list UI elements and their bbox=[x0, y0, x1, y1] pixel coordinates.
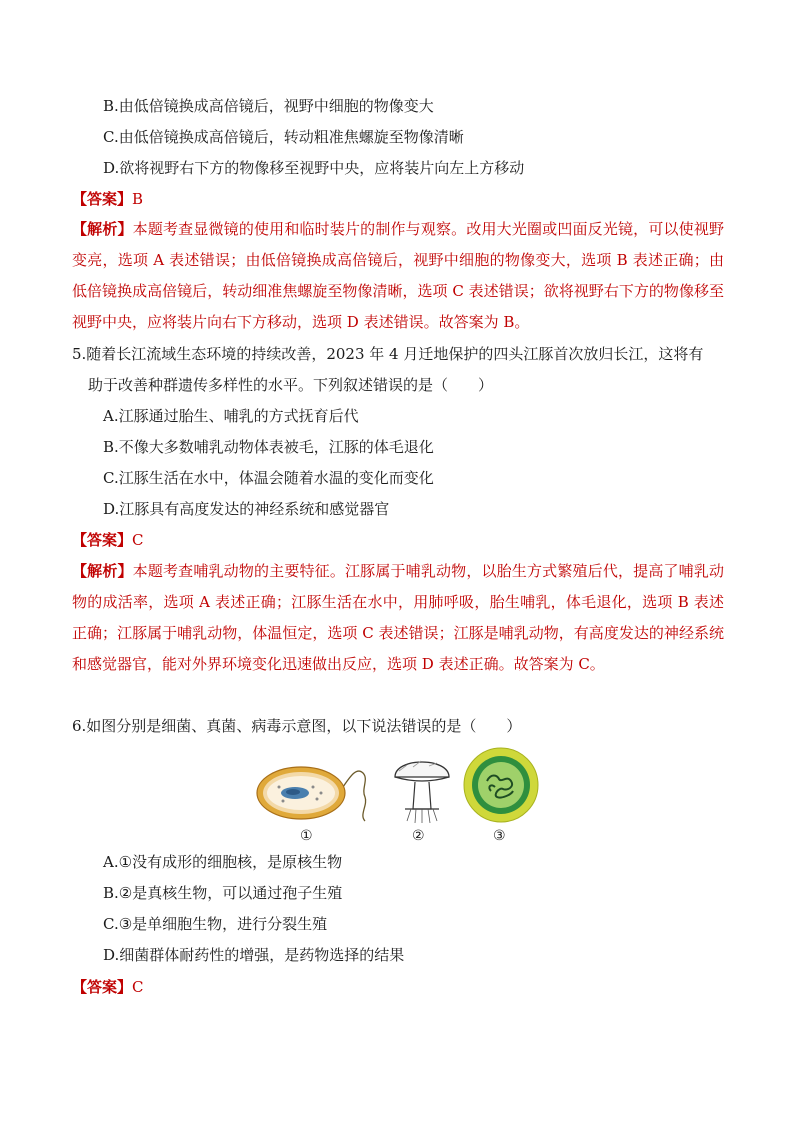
virus-image bbox=[461, 745, 541, 825]
microbe-figure bbox=[255, 745, 545, 850]
q6-option-b bbox=[103, 883, 342, 903]
answer-tag: 【答案】 bbox=[72, 531, 133, 549]
analysis-tag: 【解析】 bbox=[72, 562, 133, 580]
option-number: ① bbox=[118, 853, 133, 871]
q5-option-b: B.不像大多数哺乳动物体表被毛，江豚的体毛退化 bbox=[103, 438, 434, 456]
figure-label-3: ③ bbox=[493, 828, 506, 844]
q4-option-d: D.欲将视野右下方的物像移至视野中央，应将装片向左上方移动 bbox=[103, 159, 525, 177]
option-prefix: A. bbox=[103, 853, 119, 871]
q5-analysis bbox=[72, 556, 724, 680]
q6-stem: 6.如图分别是细菌、真菌、病毒示意图，以下说法错误的是（ ） bbox=[72, 717, 522, 735]
option-prefix: B. bbox=[103, 884, 119, 902]
option-number: ② bbox=[118, 884, 133, 902]
option-text: 没有成形的细胞核，是原核生物 bbox=[132, 853, 343, 871]
answer-value: B bbox=[132, 190, 144, 208]
q5-option-c: C.江豚生活在水中，体温会随着水温的变化而变化 bbox=[103, 469, 434, 487]
q5-answer bbox=[72, 530, 144, 550]
analysis-text: 本题考查哺乳动物的主要特征。江豚属于哺乳动物，以胎生方式繁殖后代，提高了哺乳动物的成活率，选项 A 表述正确；江豚生活在水中，用肺呼吸，胎生哺乳，体毛退化，选项 B 表述正确；江豚属于哺乳动物，体温恒定，选项 C 表述错误；江豚是哺乳动物，有高度发达的神经系统和感觉器官，能对外界环境变化迅速做出反应，选项 D 表述正确。故答案为 C。 bbox=[72, 562, 724, 673]
q6-option-a bbox=[103, 852, 342, 872]
q5-option-d: D.江豚具有高度发达的神经系统和感觉器官 bbox=[103, 500, 390, 518]
answer-tag: 【答案】 bbox=[72, 190, 133, 208]
q4-analysis bbox=[72, 214, 724, 338]
q4-answer bbox=[72, 189, 143, 209]
q6-option-c bbox=[103, 914, 327, 934]
option-text: 是单细胞生物，进行分裂生殖 bbox=[132, 915, 328, 933]
q6-answer bbox=[72, 977, 144, 997]
mushroom-image bbox=[391, 749, 453, 825]
q5-option-a: A.江豚通过胎生、哺乳的方式抚育后代 bbox=[103, 407, 359, 425]
figure-label-1: ① bbox=[300, 828, 313, 844]
option-number: ③ bbox=[118, 915, 133, 933]
q5-stem-line1: 5.随着长江流域生态环境的持续改善，2023 年 4 月迁地保护的四头江豚首次放归长江，这将有 bbox=[72, 345, 704, 363]
q5-stem-line2: 助于改善种群遗传多样性的水平。下列叙述错误的是（ ） bbox=[88, 376, 494, 394]
analysis-tag: 【解析】 bbox=[72, 220, 133, 238]
bacterium-image bbox=[255, 757, 373, 825]
answer-value: C bbox=[132, 531, 144, 549]
option-prefix: C. bbox=[103, 915, 119, 933]
figure-label-2: ② bbox=[412, 828, 425, 844]
answer-tag: 【答案】 bbox=[72, 978, 133, 996]
option-text: 是真核生物，可以通过孢子生殖 bbox=[132, 884, 343, 902]
q6-option-d: D.细菌群体耐药性的增强，是药物选择的结果 bbox=[103, 946, 405, 964]
answer-value: C bbox=[132, 978, 144, 996]
q4-option-c: C.由低倍镜换成高倍镜后，转动粗准焦螺旋至物像清晰 bbox=[103, 128, 464, 146]
analysis-text: 本题考查显微镜的使用和临时装片的制作与观察。改用大光圈或凹面反光镜，可以使视野变亮，选项 A 表述错误；由低倍镜换成高倍镜后，视野中细胞的物像变大，选项 B 表述正确；由低倍镜换成高倍镜后，转动细准焦螺旋至物像清晰，选项 C 表述错误；欲将视野右下方的物像移至视野中央，应将装片向右下方移动，选项 D 表述错误。故答案为 B。 bbox=[72, 220, 724, 331]
q4-option-b: B.由低倍镜换成高倍镜后，视野中细胞的物像变大 bbox=[103, 97, 434, 115]
